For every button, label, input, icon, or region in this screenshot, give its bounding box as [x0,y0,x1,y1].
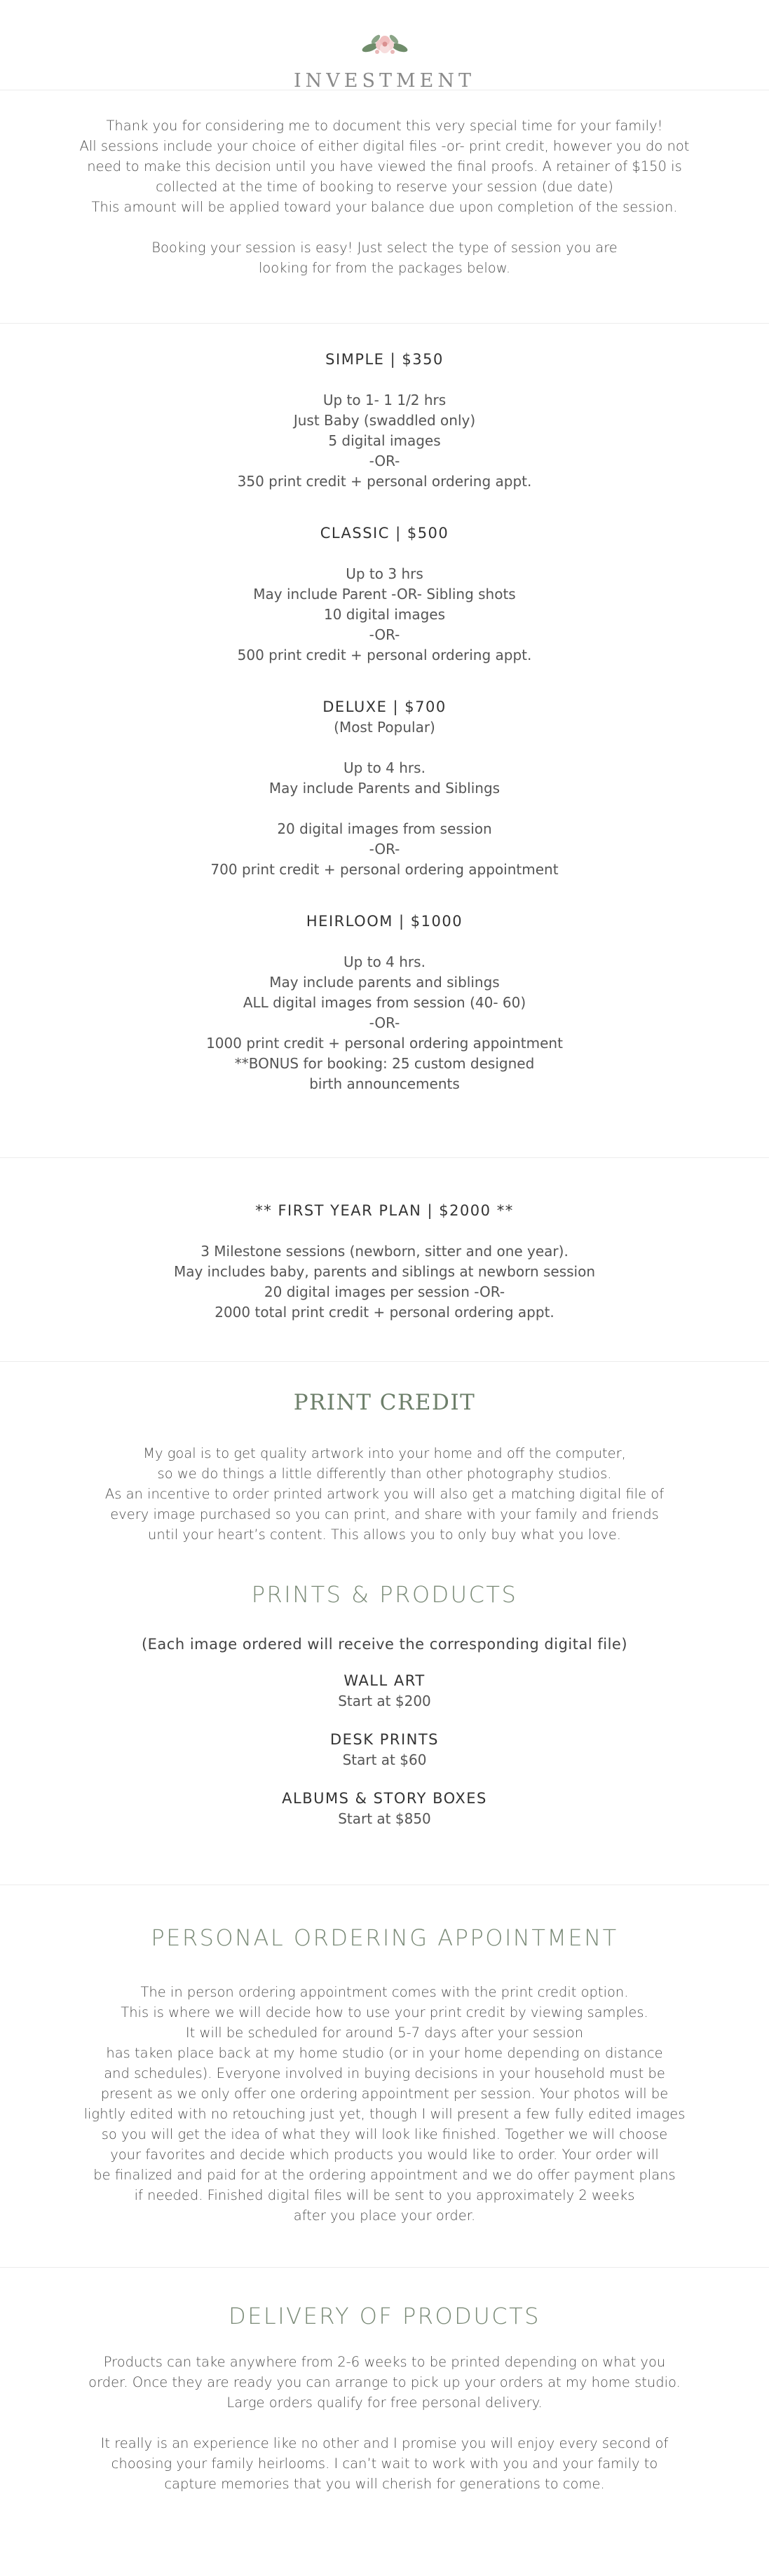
delivery-heading: DELIVERY OF PRODUCTS [229,2303,540,2329]
personal-ordering-heading: PERSONAL ORDERING APPOINTMENT [151,1924,618,1951]
intro-paragraph: Thank you for considering me to document this very special time for your family! All sessions include your choice of either digital files -or- print credit, however you do not need to make this decision until you have viewed the final proofs. A retainer of $150 is collected at the time of booking to reserve your session (due date) This amount will be applied toward your balance due upon completion of the session. [79,118,690,215]
packages-section [0,324,769,1157]
intro-paragraph: Booking your session is easy! Just select the type of session you are looking for from the packages below. [151,240,618,276]
package-title: HEIRLOOM | $1000 [306,913,463,930]
product-title: ALBUMS & STORY BOXES [282,1790,487,1807]
print-credit-section [0,1362,769,1885]
package-title: CLASSIC | $500 [320,525,449,542]
package-classic [0,523,769,666]
product-wall-art [0,1671,769,1711]
print-credit-paragraph: My goal is to get quality artwork into your home and off the computer, so we do things a little differently than other photography studios. As an incentive to order printed artwork you will also get a matching digital file of every image purchased so you can print, and share with your family and friends until your heart’s content. This allows you to only buy what you love. [104,1445,665,1543]
first-year-plan-details: 3 Milestone sessions (newborn, sitter and one year). May includes baby, parents and siblings at newborn session 20 digital images per session -OR- 2000 total print credit + personal ordering appt. [173,1243,596,1321]
package-title: DELUXE | $700 [322,698,447,715]
product-title: DESK PRINTS [329,1731,440,1748]
personal-ordering-text [0,1982,769,2226]
package-title: SIMPLE | $350 [325,351,444,368]
personal-ordering-section [0,1885,769,2267]
prints-products-heading: PRINTS & PRODUCTS [251,1581,518,1608]
print-credit-heading: PRINT CREDIT [293,1390,476,1415]
package-details: Up to 4 hrs. May include parents and siblings ALL digital images from session (40- 60) -OR- 1000 print credit + personal ordering appointment **BONUS for booking: 25 custom designed birth announcements [206,953,563,1092]
intro-text [0,116,769,278]
delivery-text [0,2352,769,2494]
package-subtitle: (Most Popular) [334,719,435,736]
product-price: Start at $850 [338,1810,431,1827]
page-title: INVESTMENT [294,70,475,92]
personal-ordering-paragraph: The in person ordering appointment comes with the print credit option. This is where we will decide how to use your print credit by viewing samples. It will be scheduled for around 5-7 days after your session has taken place back at my home studio (or in your home depending on distance and schedules). Everyone involved in buying decisions in your household must be present as we only offer one ordering appointment per session. Your photos will be lightly edited with no retouching just yet, though I will present a few fully edited images so you will get the idea of what they will look like finished. Together we will choose your favorites and decide which products you would like to order. Your order will be finalized and paid for at the ordering appointment and we do offer payment plans if needed. Finished digital files will be sent to you approximately 2 weeks after you place your order. [83,1984,686,2224]
first-year-plan-title: ** FIRST YEAR PLAN | $2000 ** [255,1202,514,1219]
package-simple [0,349,769,492]
prints-products-note: (Each image ordered will receive the corresponding digital file) [141,1636,628,1653]
package-heirloom [0,911,769,1094]
product-desk-prints [0,1730,769,1770]
delivery-paragraph: Products can take anywhere from 2-6 weeks to be printed depending on what you order. Once they are ready you can arrange to pick up your orders at my home studio. Large orders qualify for free personal delivery. [88,2354,681,2411]
product-albums [0,1789,769,1829]
intro-section [0,90,769,323]
floral-ornament-icon [360,29,409,60]
package-details: Up to 4 hrs. May include Parents and Siblings 20 digital images from session -OR- 700 print credit + personal ordering appointment [210,759,559,878]
page-header [0,0,769,90]
delivery-paragraph: It really is an experience like no other and I promise you will enjoy every second of choosing your family heirlooms. I can’t wait to work with you and your family to capture memories that you will cherish for generations to come. [100,2435,669,2492]
product-title: WALL ART [343,1672,426,1689]
product-price: Start at $200 [338,1693,431,1709]
product-price: Start at $60 [342,1751,427,1768]
delivery-section [0,2268,769,2576]
package-details: Up to 3 hrs May include Parent -OR- Sibling shots 10 digital images -OR- 500 print credit + personal ordering appt. [237,565,532,663]
package-deluxe [0,696,769,880]
first-year-plan-section [0,1158,769,1361]
package-details: Up to 1- 1 1/2 hrs Just Baby (swaddled only) 5 digital images -OR- 350 print credit + personal ordering appt. [237,392,532,490]
print-credit-text [0,1443,769,1545]
